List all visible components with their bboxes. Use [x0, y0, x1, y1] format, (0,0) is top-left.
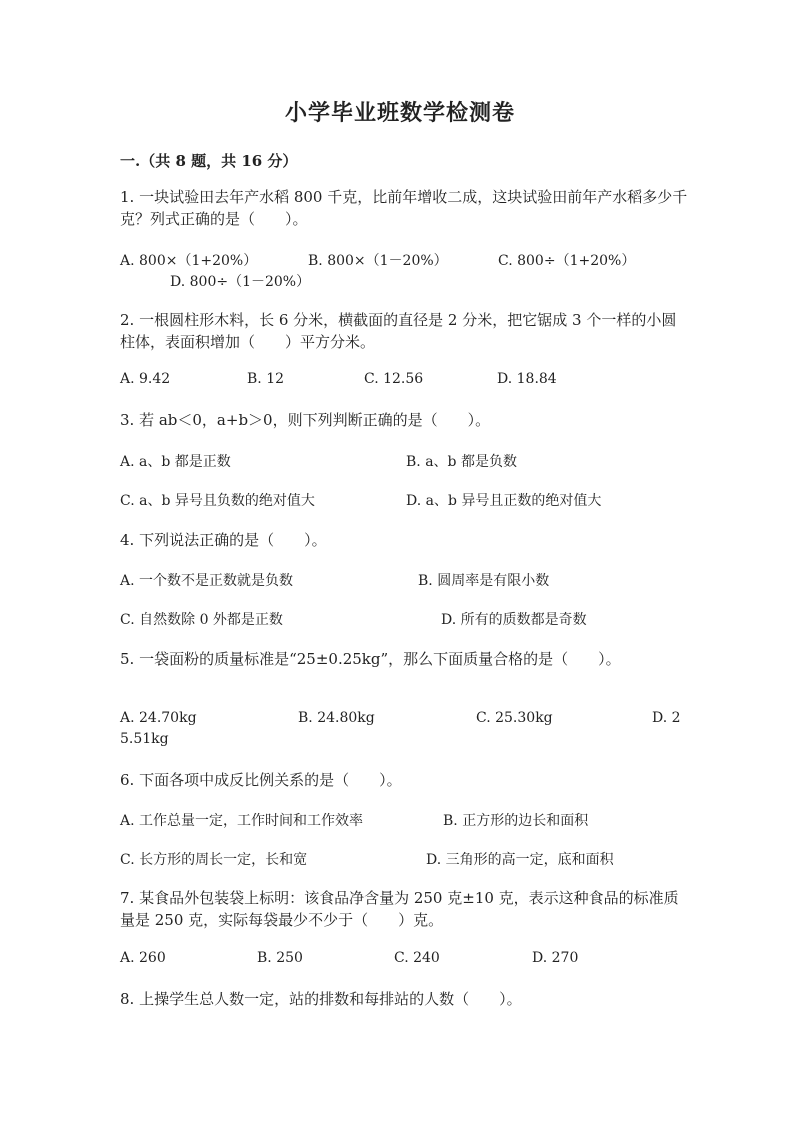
page-title: 小学毕业班数学检测卷	[284, 100, 515, 126]
question-1-option-b: B. 800×（1－20%）	[308, 253, 448, 269]
question-1-option-d: D. 800÷（1－20%）	[170, 274, 311, 290]
question-7-option-a: A. 260	[120, 950, 166, 966]
question-2-stem: 2. 一根圆柱形木料，长 6 分米，横截面的直径是 2 分米，把它锯成 3 个一样的小圆柱体，表面积增加（ ）平方分米。	[120, 311, 677, 351]
question-5-stem: 5. 一袋面粉的质量标准是“25±0.25kg”，那么下面质量合格的是（ ）。	[120, 650, 621, 668]
question-8-stem: 8. 上操学生总人数一定，站的排数和每排站的人数（ ）。	[120, 990, 522, 1008]
question-4-option-c: C. 自然数除 0 外都是正数	[120, 612, 283, 628]
question-5-option-b: B. 24.80kg	[298, 710, 375, 726]
question-4-option-b: B. 圆周率是有限小数	[418, 573, 550, 589]
question-5-option-c: C. 25.30kg	[476, 710, 553, 726]
question-3-option-d: D. a、b 异号且正数的绝对值大	[406, 493, 602, 509]
question-3-option-c: C. a、b 异号且负数的绝对值大	[120, 493, 315, 509]
question-4-option-a: A. 一个数不是正数就是负数	[120, 573, 294, 589]
question-7-stem: 7. 某食品外包装袋上标明：该食品净含量为 250 克±10 克，表示这种食品的标准质量是 250 克，实际每袋最少不少于（ ）克。	[120, 889, 679, 929]
section-heading: 一.（共 8 题，共 16 分）	[120, 152, 298, 170]
question-7-option-c: C. 240	[394, 950, 440, 966]
question-5-option-a: A. 24.70kg	[120, 710, 197, 726]
question-5-option-d-line2: 5.51kg	[120, 731, 169, 747]
question-6-option-d: D. 三角形的高一定，底和面积	[426, 852, 614, 868]
question-4-option-d: D. 所有的质数都是奇数	[441, 612, 587, 628]
question-5-option-d-line1: D. 2	[652, 710, 681, 726]
question-1-option-a: A. 800×（1+20%）	[120, 253, 258, 269]
question-2-option-d: D. 18.84	[497, 371, 557, 387]
question-2-option-c: C. 12.56	[364, 371, 424, 387]
question-6-option-b: B. 正方形的边长和面积	[443, 813, 589, 829]
question-6-stem: 6. 下面各项中成反比例关系的是（ ）。	[120, 771, 402, 789]
question-2-option-b: B. 12	[247, 371, 285, 387]
question-2-option-a: A. 9.42	[120, 371, 171, 387]
question-6-option-a: A. 工作总量一定，工作时间和工作效率	[120, 813, 364, 829]
question-7-option-b: B. 250	[257, 950, 303, 966]
question-6-option-c: C. 长方形的周长一定，长和宽	[120, 852, 308, 868]
question-1-stem: 1. 一块试验田去年产水稻 800 千克，比前年增收二成，这块试验田前年产水稻多少千克？列式正确的是（ ）。	[120, 188, 688, 228]
question-4-stem: 4. 下列说法正确的是（ ）。	[120, 531, 327, 549]
question-3-option-a: A. a、b 都是正数	[120, 454, 231, 470]
question-7-option-d: D. 270	[532, 950, 579, 966]
question-3-option-b: B. a、b 都是负数	[406, 454, 517, 470]
question-1-option-c: C. 800÷（1+20%）	[498, 253, 636, 269]
question-3-stem: 3. 若 ab＜0，a+b＞0，则下列判断正确的是（ ）。	[120, 411, 491, 429]
